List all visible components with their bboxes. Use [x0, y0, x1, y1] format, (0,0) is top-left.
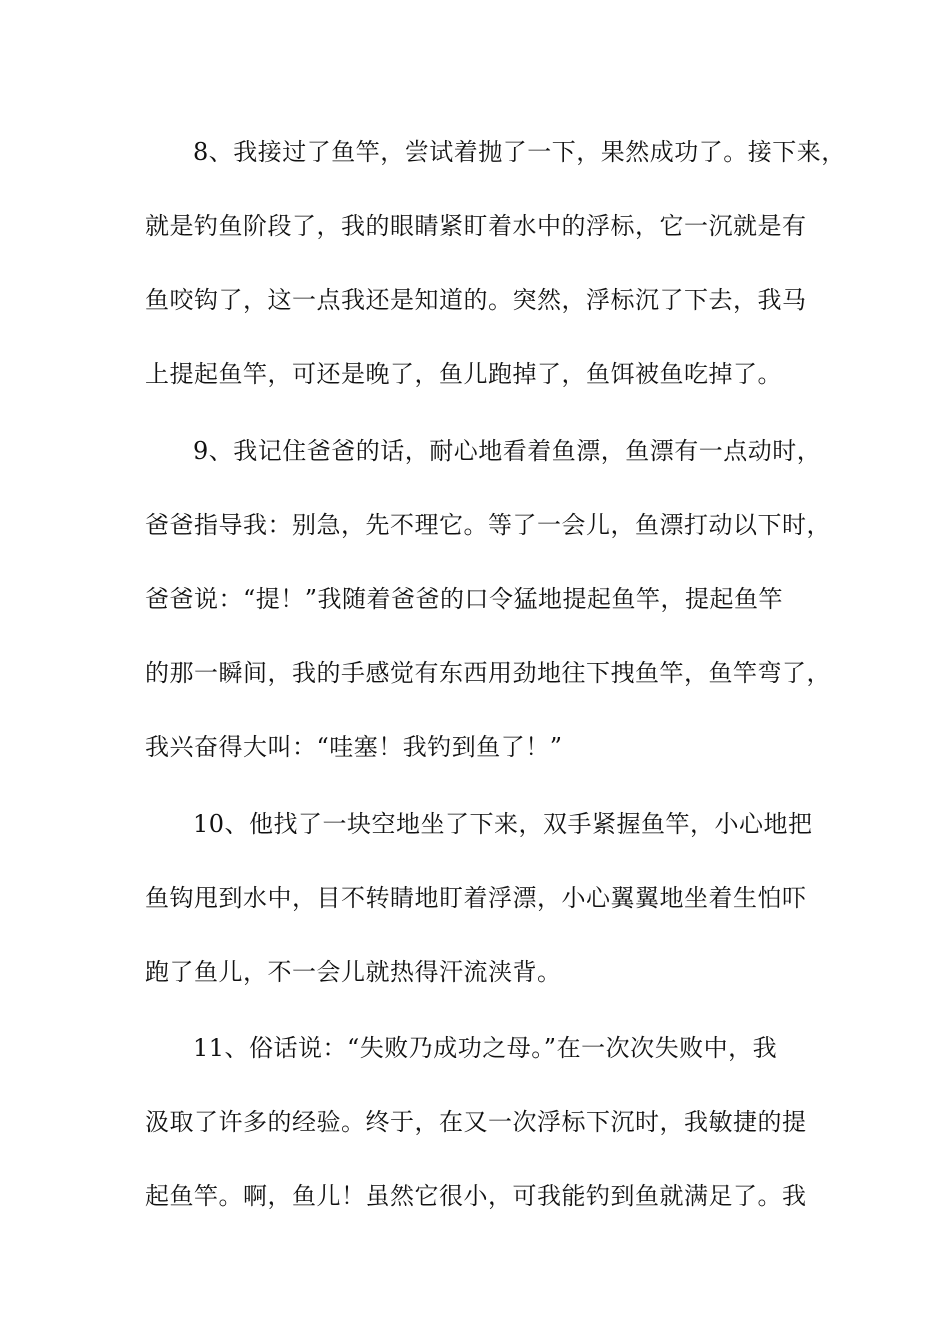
paragraph-10-line-3: 跑了鱼儿，不一会儿就热得汗流浃背。 [145, 958, 562, 986]
paragraph-9-line-2: 爸爸指导我：别急，先不理它。等了一会儿，鱼漂打动以下时， [145, 511, 831, 539]
paragraph-11-line-3: 起鱼竿。啊，鱼儿！虽然它很小，可我能钓到鱼就满足了。我 [145, 1182, 807, 1210]
paragraph-9-line-1: 9、我记住爸爸的话，耐心地看着鱼漂，鱼漂有一点动时， [193, 437, 822, 465]
paragraph-11-line-2: 汲取了许多的经验。终于，在又一次浮标下沉时，我敏捷的提 [145, 1108, 807, 1136]
paragraph-8-line-2: 就是钓鱼阶段了，我的眼睛紧盯着水中的浮标，它一沉就是有 [145, 212, 807, 240]
paragraph-10-line-2: 鱼钩甩到水中，目不转睛地盯着浮漂，小心翼翼地坐着生怕吓 [145, 884, 807, 912]
paragraph-11-line-1: 11、俗话说：“失败乃成功之母。”在一次次失败中，我 [193, 1034, 778, 1062]
paragraph-8-line-4: 上提起鱼竿，可还是晚了，鱼儿跑掉了，鱼饵被鱼吃掉了。 [145, 360, 782, 388]
paragraph-9-line-4: 的那一瞬间，我的手感觉有东西用劲地往下拽鱼竿，鱼竿弯了， [145, 659, 831, 687]
paragraph-10-line-1: 10、他找了一块空地坐了下来，双手紧握鱼竿，小心地把 [193, 810, 813, 838]
paragraph-8-line-1: 8、我接过了鱼竿，尝试着抛了一下，果然成功了。接下来， [193, 138, 846, 166]
paragraph-8-line-3: 鱼咬钩了，这一点我还是知道的。突然，浮标沉了下去，我马 [145, 286, 807, 314]
paragraph-9-line-3: 爸爸说：“提！”我随着爸爸的口令猛地提起鱼竿，提起鱼竿 [145, 585, 784, 613]
paragraph-9-line-5: 我兴奋得大叫：“哇塞！我钓到鱼了！” [145, 733, 563, 761]
